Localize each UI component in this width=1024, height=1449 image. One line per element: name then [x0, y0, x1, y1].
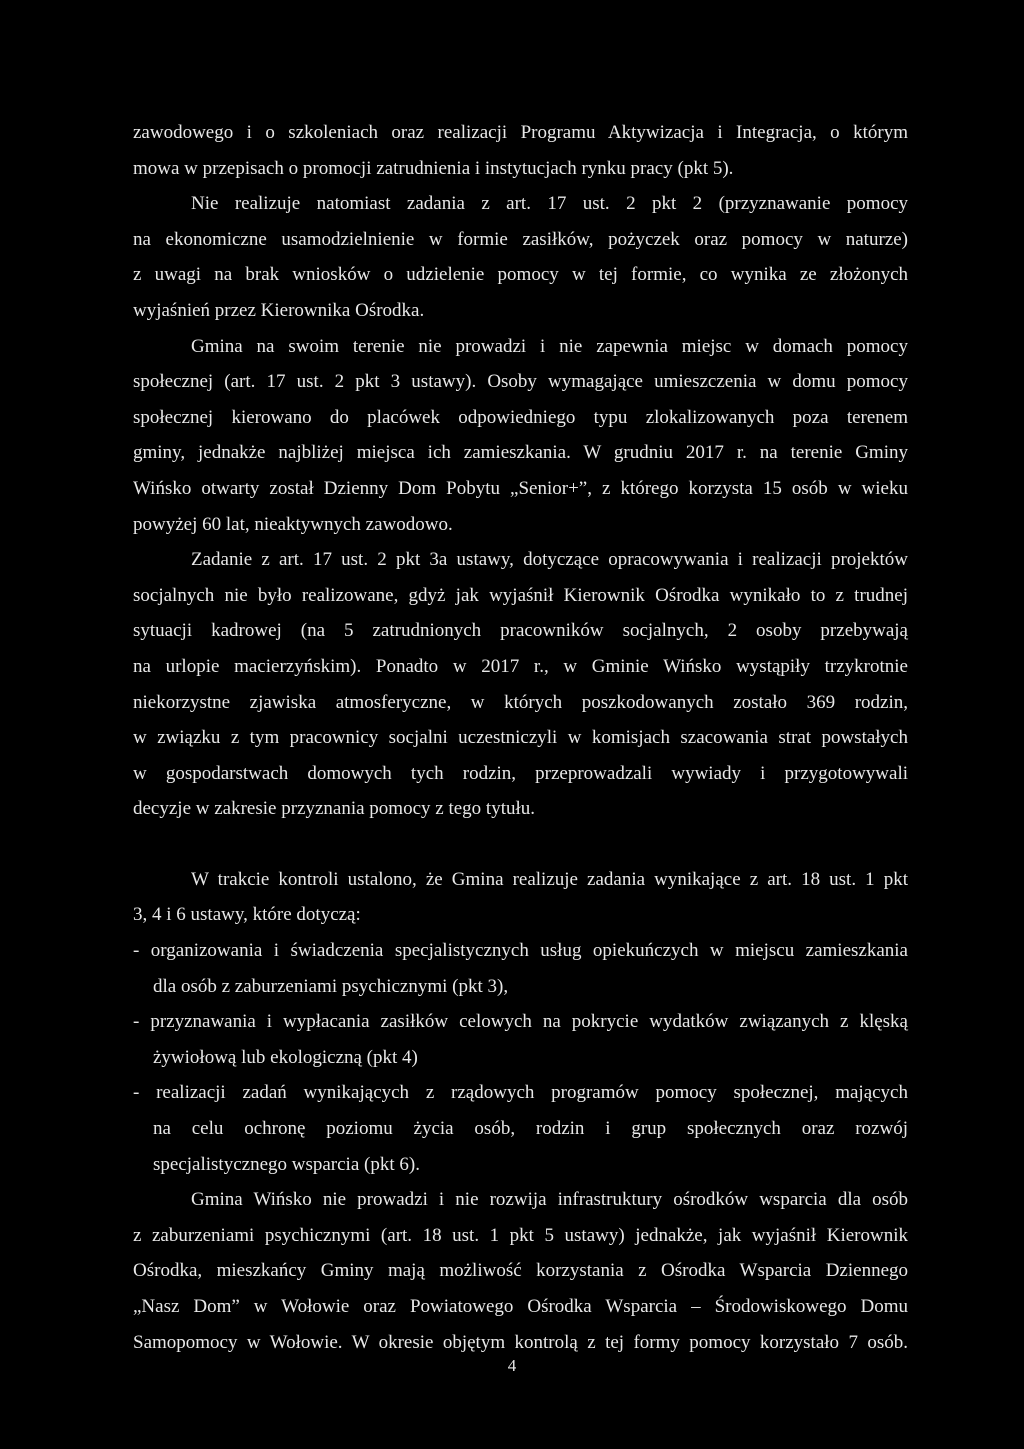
list-item [133, 1075, 908, 1182]
text-line: powyżej 60 lat, nieaktywnych zawodowo. [133, 513, 453, 535]
paragraph-spacer [133, 827, 908, 862]
text-line: „Nasz Dom” w Wołowie oraz Powiatowego Ośrodka Wsparcia – Środowiskowego Domu [133, 1296, 908, 1317]
document-body [133, 115, 908, 1360]
text-line: socjalnych nie było realizowane, gdyż jak wyjaśnił Kierownik Ośrodka wynikało to z trudnej [133, 584, 908, 606]
text-line: społecznej (art. 17 ust. 2 pkt 3 ustawy). Osoby wymagające umieszczenia w domu pomocy [133, 371, 908, 393]
paragraph-4 [133, 542, 908, 827]
text-line: zawodowego i o szkoleniach oraz realizacji Programu Aktywizacja i Integracja, o którym [133, 122, 908, 143]
text-line: na ekonomiczne usamodzielnienie w formie zasiłków, pożyczek oraz pomocy w naturze) [133, 228, 908, 250]
text-line: - organizowania i świadczenia specjalistycznych usług opiekuńczych w miejscu zamieszkania [133, 940, 908, 962]
text-line: żywiołową lub ekologiczną (pkt 4) [153, 1046, 418, 1068]
text-line: niekorzystne zjawiska atmosferyczne, w których poszkodowanych zostało 369 rodzin, [133, 691, 908, 713]
text-line: w związku z tym pracownicy socjalni uczestniczyli w komisjach szacowania strat powstałych [133, 727, 908, 749]
text-line: w gospodarstwach domowych tych rodzin, przeprowadzali wywiady i przygotowywali [133, 762, 908, 784]
text-line: specjalistycznego wsparcia (pkt 6). [153, 1153, 420, 1175]
text-line: wyjaśnień przez Kierownika Ośrodka. [133, 299, 425, 321]
text-line: Ośrodka, mieszkańcy Gminy mają możliwość korzystania z Ośrodka Wsparcia Dziennego [133, 1260, 908, 1282]
text-line: decyzje w zakresie przyznania pomocy z tego tytułu. [133, 798, 535, 820]
paragraph-2 [133, 186, 908, 328]
text-line: W trakcie kontroli ustalono, że Gmina realizuje zadania wynikające z art. 18 ust. 1 pkt [191, 868, 908, 890]
text-line: sytuacji kadrowej (na 5 zatrudnionych pracowników socjalnych, 2 osoby przebywają [133, 620, 908, 642]
text-line: - przyznawania i wypłacania zasiłków celowych na pokrycie wydatków związanych z klęską [133, 1011, 908, 1033]
text-line: Gmina na swoim terenie nie prowadzi i nie zapewnia miejsc w domach pomocy [191, 335, 908, 357]
text-line: - realizacji zadań wynikających z rządowych programów pomocy społecznej, mających [133, 1082, 908, 1104]
text-line: z zaburzeniami psychicznymi (art. 18 ust. 1 pkt 5 ustawy) jednakże, jak wyjaśnił Kierownik [133, 1224, 908, 1246]
text-line: z uwagi na brak wniosków o udzielenie pomocy w tej formie, co wynika ze złożonych [133, 264, 908, 286]
text-line: Samopomocy w Wołowie. W okresie objętym kontrolą z tej formy pomocy korzystało 7 osób. [133, 1331, 908, 1353]
paragraph-1 [133, 115, 908, 186]
text-line: Nie realizuje natomiast zadania z art. 17 ust. 2 pkt 2 (przyznawanie pomocy [191, 193, 908, 215]
list-item [133, 1004, 908, 1075]
text-line: gminy, jednakże najbliżej miejsca ich zamieszkania. W grudniu 2017 r. na terenie Gminy [133, 442, 908, 464]
page-number: 4 [507, 1356, 517, 1375]
paragraph-5 [133, 862, 908, 933]
text-line: 3, 4 i 6 ustawy, które dotyczą: [133, 904, 361, 926]
list-item [133, 933, 908, 1004]
text-line: społecznej kierowano do placówek odpowiedniego typu zlokalizowanych poza terenem [133, 406, 908, 428]
text-line: na urlopie macierzyńskim). Ponadto w 2017 r., w Gminie Wińsko wystąpiły trzykrotnie [133, 655, 908, 677]
text-line: Zadanie z art. 17 ust. 2 pkt 3a ustawy, dotyczące opracowywania i realizacji projektów [191, 549, 908, 571]
text-line: na celu ochronę poziomu życia osób, rodzin i grup społecznych oraz rozwój [153, 1118, 908, 1140]
text-line: dla osób z zaburzeniami psychicznymi (pkt 3), [153, 975, 509, 997]
text-line: Gmina Wińsko nie prowadzi i nie rozwija infrastruktury ośrodków wsparcia dla osób [191, 1189, 908, 1211]
paragraph-6 [133, 1182, 908, 1360]
text-line: mowa w przepisach o promocji zatrudnienia i instytucjach rynku pracy (pkt 5). [133, 157, 734, 179]
paragraph-3 [133, 329, 908, 543]
text-line: Wińsko otwarty został Dzienny Dom Pobytu „Senior+”, z którego korzysta 15 osób w wieku [133, 477, 908, 499]
